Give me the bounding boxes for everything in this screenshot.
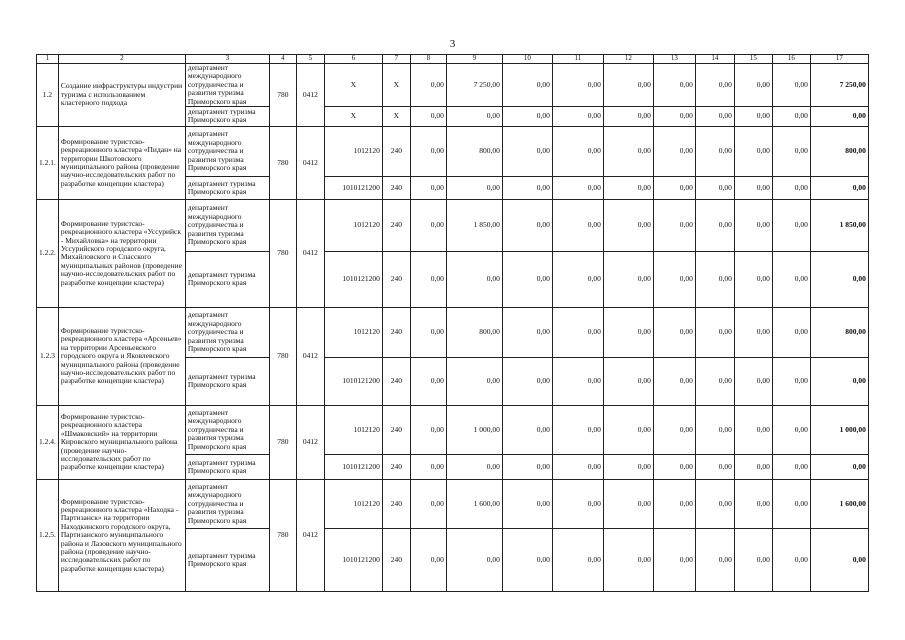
item-number: 1.2.5. — [37, 479, 59, 591]
amount-cell: 7 250,00 — [446, 64, 502, 107]
column-number-cell: 10 — [502, 55, 552, 64]
amount-cell: 0,00 — [734, 528, 772, 591]
amount-cell: 0,00 — [695, 454, 734, 479]
amount-cell: 0,00 — [695, 64, 734, 107]
amount-cell: 0,00 — [734, 176, 772, 199]
amount-cell: 0,00 — [772, 307, 810, 357]
code-col6: 1010121200 — [324, 357, 382, 405]
department-cell: департамент туризма Приморского края — [185, 176, 269, 199]
amount-cell: 0,00 — [502, 176, 552, 199]
amount-cell: 0,00 — [603, 251, 653, 307]
department-cell: департамент международного сотрудничества и развития туризма Приморского края — [185, 64, 269, 107]
amount-cell: 0,00 — [772, 199, 810, 251]
amount-cell: 0,00 — [502, 454, 552, 479]
amount-cell: 0,00 — [552, 126, 603, 176]
amount-cell: 0,00 — [603, 357, 653, 405]
total-amount: 0,00 — [810, 357, 868, 405]
amount-cell: 0,00 — [695, 357, 734, 405]
amount-cell: 0,00 — [734, 479, 772, 528]
amount-cell: 0,00 — [734, 199, 772, 251]
amount-cell: 0,00 — [653, 126, 695, 176]
table-row — [37, 199, 869, 251]
amount-cell: 0,00 — [410, 176, 446, 199]
amount-cell: 0,00 — [603, 528, 653, 591]
amount-cell: 0,00 — [410, 251, 446, 307]
code-col5: 0412 — [296, 126, 324, 199]
amount-cell: 0,00 — [552, 106, 603, 126]
amount-cell: 0,00 — [653, 405, 695, 454]
amount-cell: 0,00 — [695, 405, 734, 454]
amount-cell: 0,00 — [446, 251, 502, 307]
code-col5: 0412 — [296, 64, 324, 127]
column-number-cell: 8 — [410, 55, 446, 64]
column-number-cell: 6 — [324, 55, 382, 64]
code-col6: X — [324, 106, 382, 126]
code-col7: 240 — [382, 126, 410, 176]
amount-cell: 0,00 — [653, 454, 695, 479]
code-col4: 780 — [269, 199, 296, 307]
amount-cell: 0,00 — [410, 357, 446, 405]
amount-cell: 0,00 — [772, 64, 810, 107]
column-number-row — [37, 55, 869, 64]
code-col7: 240 — [382, 176, 410, 199]
column-number-cell: 15 — [734, 55, 772, 64]
code-col6: X — [324, 64, 382, 107]
code-col4: 780 — [269, 479, 296, 591]
column-number-cell: 11 — [552, 55, 603, 64]
total-amount: 0,00 — [810, 176, 868, 199]
amount-cell: 0,00 — [552, 405, 603, 454]
total-amount: 800,00 — [810, 307, 868, 357]
amount-cell: 0,00 — [772, 126, 810, 176]
amount-cell: 0,00 — [552, 64, 603, 107]
column-number-cell: 2 — [58, 55, 185, 64]
column-number-cell: 1 — [37, 55, 59, 64]
department-cell: департамент международного сотрудничества и развития туризма Приморского края — [185, 126, 269, 176]
code-col6: 1012120 — [324, 479, 382, 528]
table-row — [37, 405, 869, 454]
amount-cell: 800,00 — [446, 126, 502, 176]
department-cell: департамент туризма Приморского края — [185, 357, 269, 405]
amount-cell: 1 600,00 — [446, 479, 502, 528]
amount-cell: 0,00 — [653, 106, 695, 126]
column-number-cell: 12 — [603, 55, 653, 64]
amount-cell: 0,00 — [552, 479, 603, 528]
total-amount: 1 000,00 — [810, 405, 868, 454]
column-number-cell: 9 — [446, 55, 502, 64]
total-amount: 1 850,00 — [810, 199, 868, 251]
code-col7: 240 — [382, 251, 410, 307]
amount-cell: 0,00 — [772, 106, 810, 126]
amount-cell: 0,00 — [772, 479, 810, 528]
item-number: 1.2 — [37, 64, 59, 127]
amount-cell: 0,00 — [772, 405, 810, 454]
amount-cell: 0,00 — [552, 307, 603, 357]
amount-cell: 0,00 — [502, 479, 552, 528]
amount-cell: 0,00 — [734, 126, 772, 176]
amount-cell: 0,00 — [772, 251, 810, 307]
code-col6: 1010121200 — [324, 454, 382, 479]
amount-cell: 0,00 — [772, 528, 810, 591]
item-number: 1.2.1. — [37, 126, 59, 199]
code-col7: X — [382, 106, 410, 126]
amount-cell: 0,00 — [552, 176, 603, 199]
code-col4: 780 — [269, 405, 296, 479]
amount-cell: 0,00 — [502, 199, 552, 251]
amount-cell: 0,00 — [446, 176, 502, 199]
item-name: Формирование туристско-рекреационного кластера «Уссурийск - Михайловка» на территории Уссурийского городского округа, Михайловского и Спасского муниципальных районов (проведение научно-исследовательских работ по разработке концепции кластера) — [58, 199, 185, 307]
amount-cell: 0,00 — [410, 454, 446, 479]
amount-cell: 0,00 — [446, 454, 502, 479]
amount-cell: 0,00 — [603, 405, 653, 454]
table-row — [37, 64, 869, 107]
column-number-cell: 14 — [695, 55, 734, 64]
amount-cell: 0,00 — [734, 251, 772, 307]
amount-cell: 0,00 — [410, 307, 446, 357]
code-col6: 1012120 — [324, 199, 382, 251]
code-col7: 240 — [382, 454, 410, 479]
code-col7: 240 — [382, 528, 410, 591]
amount-cell: 0,00 — [552, 199, 603, 251]
amount-cell: 0,00 — [734, 64, 772, 107]
amount-cell: 0,00 — [446, 528, 502, 591]
code-col4: 780 — [269, 126, 296, 199]
code-col5: 0412 — [296, 307, 324, 405]
amount-cell: 0,00 — [603, 199, 653, 251]
amount-cell: 0,00 — [446, 106, 502, 126]
amount-cell: 0,00 — [653, 357, 695, 405]
item-name: Формирование туристско-рекреационного кластера «Пидан» на территории Шкотовского муниципального района (проведение научно-исследовательских работ по разработке концепции кластера) — [58, 126, 185, 199]
column-number-cell: 3 — [185, 55, 269, 64]
amount-cell: 1 000,00 — [446, 405, 502, 454]
department-cell: департамент международного сотрудничества и развития туризма Приморского края — [185, 479, 269, 528]
amount-cell: 0,00 — [410, 126, 446, 176]
code-col6: 1012120 — [324, 307, 382, 357]
item-name: Формирование туристско-рекреационного кластера «Арсеньев» на территории Арсеньевского городского округа и Яковлевского муниципального района (проведение научно-исследовательских работ по разработке концепции кластера) — [58, 307, 185, 405]
amount-cell: 0,00 — [734, 454, 772, 479]
amount-cell: 0,00 — [410, 199, 446, 251]
amount-cell: 0,00 — [653, 176, 695, 199]
amount-cell: 0,00 — [603, 307, 653, 357]
amount-cell: 0,00 — [603, 454, 653, 479]
amount-cell: 0,00 — [653, 528, 695, 591]
amount-cell: 0,00 — [502, 64, 552, 107]
code-col5: 0412 — [296, 479, 324, 591]
item-number: 1.2.3 — [37, 307, 59, 405]
amount-cell: 0,00 — [695, 176, 734, 199]
item-name: Создание инфраструктуры индустрии туризма с использованием кластерного подхода — [58, 64, 185, 127]
table-row — [37, 126, 869, 176]
code-col7: 240 — [382, 307, 410, 357]
column-number-cell: 17 — [810, 55, 868, 64]
amount-cell: 0,00 — [410, 479, 446, 528]
amount-cell: 0,00 — [410, 64, 446, 107]
code-col7: 240 — [382, 357, 410, 405]
amount-cell: 0,00 — [446, 357, 502, 405]
amount-cell: 0,00 — [410, 405, 446, 454]
department-cell: департамент туризма Приморского края — [185, 454, 269, 479]
code-col5: 0412 — [296, 199, 324, 307]
amount-cell: 0,00 — [695, 307, 734, 357]
code-col6: 1012120 — [324, 405, 382, 454]
amount-cell: 0,00 — [734, 405, 772, 454]
amount-cell: 0,00 — [502, 405, 552, 454]
amount-cell: 0,00 — [695, 251, 734, 307]
amount-cell: 0,00 — [502, 307, 552, 357]
table-row — [37, 307, 869, 357]
item-number: 1.2.4. — [37, 405, 59, 479]
item-name: Формирование туристско-рекреационного кластера «Шмаковский» на территории Кировского муниципального района (проведение научно-исследовательских работ по разработке концепции кластера) — [58, 405, 185, 479]
amount-cell: 0,00 — [653, 307, 695, 357]
department-cell: департамент международного сотрудничества и развития туризма Приморского края — [185, 199, 269, 251]
amount-cell: 0,00 — [695, 126, 734, 176]
total-amount: 7 250,00 — [810, 64, 868, 107]
item-number: 1.2.2. — [37, 199, 59, 307]
code-col6: 1012120 — [324, 126, 382, 176]
amount-cell: 0,00 — [695, 106, 734, 126]
code-col7: X — [382, 64, 410, 107]
amount-cell: 0,00 — [653, 251, 695, 307]
code-col5: 0412 — [296, 405, 324, 479]
amount-cell: 0,00 — [653, 64, 695, 107]
total-amount: 800,00 — [810, 126, 868, 176]
amount-cell: 0,00 — [772, 357, 810, 405]
page-number: 3 — [449, 38, 456, 50]
amount-cell: 0,00 — [734, 307, 772, 357]
column-number-cell: 16 — [772, 55, 810, 64]
amount-cell: 0,00 — [603, 64, 653, 107]
department-cell: департамент туризма Приморского края — [185, 106, 269, 126]
department-cell: департамент международного сотрудничества и развития туризма Приморского края — [185, 307, 269, 357]
amount-cell: 0,00 — [653, 199, 695, 251]
amount-cell: 0,00 — [653, 479, 695, 528]
department-cell: департамент туризма Приморского края — [185, 251, 269, 307]
amount-cell: 800,00 — [446, 307, 502, 357]
amount-cell: 0,00 — [734, 357, 772, 405]
code-col7: 240 — [382, 199, 410, 251]
code-col7: 240 — [382, 405, 410, 454]
amount-cell: 0,00 — [502, 528, 552, 591]
code-col6: 1010121200 — [324, 176, 382, 199]
amount-cell: 0,00 — [410, 528, 446, 591]
code-col7: 240 — [382, 479, 410, 528]
total-amount: 0,00 — [810, 251, 868, 307]
amount-cell: 0,00 — [410, 106, 446, 126]
code-col4: 780 — [269, 64, 296, 127]
total-amount: 1 600,00 — [810, 479, 868, 528]
amount-cell: 0,00 — [772, 454, 810, 479]
amount-cell: 0,00 — [772, 176, 810, 199]
amount-cell: 0,00 — [552, 357, 603, 405]
department-cell: департамент международного сотрудничества и развития туризма Приморского края — [185, 405, 269, 454]
amount-cell: 0,00 — [552, 251, 603, 307]
column-number-cell: 13 — [653, 55, 695, 64]
total-amount: 0,00 — [810, 106, 868, 126]
amount-cell: 0,00 — [552, 528, 603, 591]
amount-cell: 0,00 — [734, 106, 772, 126]
total-amount: 0,00 — [810, 528, 868, 591]
amount-cell: 0,00 — [502, 106, 552, 126]
amount-cell: 0,00 — [502, 126, 552, 176]
code-col4: 780 — [269, 307, 296, 405]
amount-cell: 0,00 — [695, 199, 734, 251]
code-col6: 1010121200 — [324, 528, 382, 591]
amount-cell: 0,00 — [695, 479, 734, 528]
amount-cell: 0,00 — [603, 126, 653, 176]
amount-cell: 0,00 — [502, 251, 552, 307]
amount-cell: 0,00 — [603, 106, 653, 126]
column-number-cell: 4 — [269, 55, 296, 64]
amount-cell: 0,00 — [603, 479, 653, 528]
column-number-cell: 5 — [296, 55, 324, 64]
code-col6: 1010121200 — [324, 251, 382, 307]
table-row — [37, 479, 869, 528]
amount-cell: 0,00 — [695, 528, 734, 591]
amount-cell: 0,00 — [552, 454, 603, 479]
amount-cell: 0,00 — [603, 176, 653, 199]
column-number-cell: 7 — [382, 55, 410, 64]
total-amount: 0,00 — [810, 454, 868, 479]
budget-table — [36, 54, 869, 592]
amount-cell: 1 850,00 — [446, 199, 502, 251]
item-name: Формирование туристско-рекреационного кластера «Находка - Партизанск» на территории Находкинского городского округа, Партизанского муниципального района и Лазовского муниципального района (проведение научно-исследовательских работ по разработке концепции кластера) — [58, 479, 185, 591]
amount-cell: 0,00 — [502, 357, 552, 405]
department-cell: департамент туризма Приморского края — [185, 528, 269, 591]
